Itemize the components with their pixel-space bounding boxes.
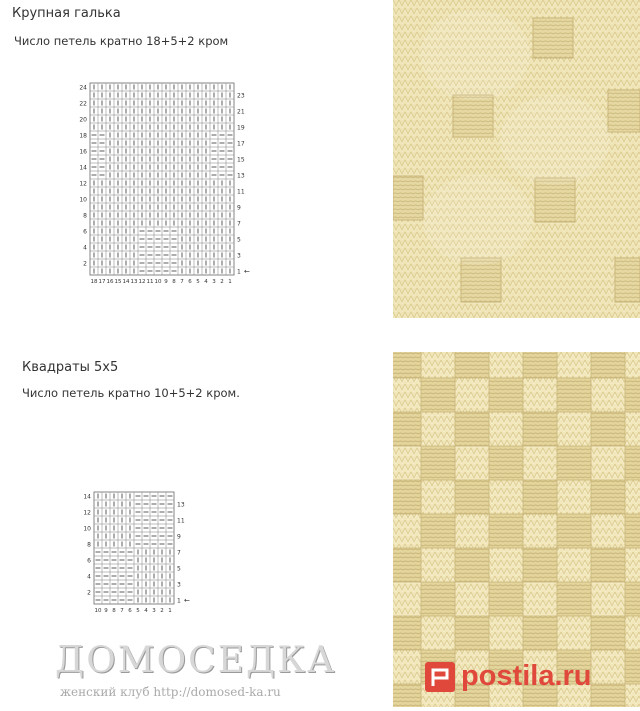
purl-square xyxy=(591,352,625,378)
purl-square xyxy=(625,514,640,548)
section-2-subtitle: Число петель кратно 10+5+2 кром. xyxy=(22,386,240,400)
row-label-right: 21 xyxy=(237,108,245,116)
row-label-right: 11 xyxy=(237,188,245,196)
column-label: 1 xyxy=(228,279,232,285)
column-label: 11 xyxy=(146,279,154,285)
purl-square xyxy=(455,412,489,446)
row-label-right: 1 xyxy=(177,597,181,605)
column-label: 1 xyxy=(168,608,172,614)
purl-square xyxy=(393,616,421,650)
column-label: 17 xyxy=(98,279,106,285)
row-label-right: 5 xyxy=(177,565,181,573)
purl-square xyxy=(393,412,421,446)
column-label: 18 xyxy=(90,279,98,285)
column-label: 16 xyxy=(106,279,114,285)
row-label-right: 19 xyxy=(237,124,245,132)
site-logo: ДОМОСЕДКА xyxy=(55,640,337,681)
purl-square xyxy=(591,480,625,514)
purl-square xyxy=(489,378,523,412)
row-label-left: 10 xyxy=(83,525,91,533)
row-label-right: 3 xyxy=(177,581,181,589)
row-label-left: 6 xyxy=(87,557,91,565)
column-label: 13 xyxy=(130,279,138,285)
column-label: 9 xyxy=(164,279,168,285)
row-label-left: 2 xyxy=(83,260,87,268)
row-label-right: 7 xyxy=(177,549,181,557)
column-label: 5 xyxy=(196,279,200,285)
purl-square xyxy=(455,616,489,650)
column-label: 14 xyxy=(122,279,130,285)
column-label: 4 xyxy=(204,279,208,285)
column-label: 15 xyxy=(114,279,122,285)
start-arrow-icon: ← xyxy=(244,267,250,276)
row-label-left: 10 xyxy=(79,196,87,204)
purl-square xyxy=(523,352,557,378)
column-label: 8 xyxy=(112,608,116,614)
purl-square xyxy=(591,616,625,650)
purl-square xyxy=(591,412,625,446)
row-label-left: 14 xyxy=(83,493,91,501)
purl-square xyxy=(557,514,591,548)
row-label-left: 14 xyxy=(79,164,87,172)
row-label-left: 12 xyxy=(83,509,91,517)
purl-square xyxy=(625,582,640,616)
purl-square xyxy=(489,514,523,548)
column-label: 7 xyxy=(120,608,124,614)
column-label: 3 xyxy=(152,608,156,614)
row-label-right: 1 xyxy=(237,268,241,276)
start-arrow-icon: ← xyxy=(184,596,190,605)
purl-square xyxy=(421,446,455,480)
row-label-right: 11 xyxy=(177,517,185,525)
column-label: 10 xyxy=(154,279,162,285)
row-label-left: 22 xyxy=(79,100,87,108)
column-label: 6 xyxy=(128,608,132,614)
purl-square xyxy=(557,582,591,616)
row-label-right: 3 xyxy=(237,252,241,260)
row-label-right: 7 xyxy=(237,220,241,228)
row-label-right: 23 xyxy=(237,92,245,100)
section-2-title: Квадраты 5х5 xyxy=(22,360,119,375)
row-label-right: 5 xyxy=(237,236,241,244)
column-label: 5 xyxy=(136,608,140,614)
row-label-left: 4 xyxy=(87,573,91,581)
purl-square xyxy=(523,480,557,514)
row-label-right: 13 xyxy=(177,501,185,509)
postila-text: postila.ru xyxy=(461,660,592,692)
column-label: 4 xyxy=(144,608,148,614)
row-label-left: 6 xyxy=(83,228,87,236)
column-label: 3 xyxy=(212,279,216,285)
row-label-left: 2 xyxy=(87,589,91,597)
column-label: 9 xyxy=(104,608,108,614)
row-label-right: 17 xyxy=(237,140,245,148)
purl-square xyxy=(625,446,640,480)
purl-square xyxy=(455,352,489,378)
purl-square xyxy=(455,480,489,514)
knitting-chart-pebbles xyxy=(70,80,260,295)
purl-square xyxy=(421,582,455,616)
row-label-left: 12 xyxy=(79,180,87,188)
purl-square xyxy=(421,378,455,412)
purl-square xyxy=(523,412,557,446)
purl-square xyxy=(557,446,591,480)
column-label: 6 xyxy=(188,279,192,285)
purl-square xyxy=(489,582,523,616)
purl-square xyxy=(625,378,640,412)
knit-photo-pebbles xyxy=(393,0,640,318)
knitting-chart-squares xyxy=(78,488,208,630)
column-label: 7 xyxy=(180,279,184,285)
purl-square xyxy=(421,514,455,548)
column-label: 10 xyxy=(94,608,102,614)
row-label-left: 4 xyxy=(83,244,87,252)
row-label-right: 15 xyxy=(237,156,245,164)
row-label-left: 8 xyxy=(87,541,91,549)
column-label: 12 xyxy=(138,279,146,285)
row-label-right: 9 xyxy=(177,533,181,541)
purl-square xyxy=(455,548,489,582)
purl-square xyxy=(523,548,557,582)
row-label-left: 18 xyxy=(79,132,87,140)
purl-square xyxy=(591,548,625,582)
row-label-right: 13 xyxy=(237,172,245,180)
purl-square xyxy=(393,684,421,707)
row-label-left: 8 xyxy=(83,212,87,220)
purl-square xyxy=(393,480,421,514)
row-label-right: 9 xyxy=(237,204,241,212)
column-label: 2 xyxy=(220,279,224,285)
column-label: 8 xyxy=(172,279,176,285)
row-label-left: 24 xyxy=(79,84,87,92)
site-tagline: женский клуб http://domosed-ka.ru xyxy=(60,685,281,699)
section-1-subtitle: Число петель кратно 18+5+2 кром xyxy=(14,34,229,48)
row-label-left: 20 xyxy=(79,116,87,124)
row-label-left: 16 xyxy=(79,148,87,156)
purl-square xyxy=(393,548,421,582)
purl-square xyxy=(393,352,421,378)
section-1-title: Крупная галька xyxy=(12,6,121,21)
column-label: 2 xyxy=(160,608,164,614)
postila-watermark xyxy=(425,648,640,707)
purl-square xyxy=(523,616,557,650)
purl-square xyxy=(489,446,523,480)
purl-square xyxy=(557,378,591,412)
